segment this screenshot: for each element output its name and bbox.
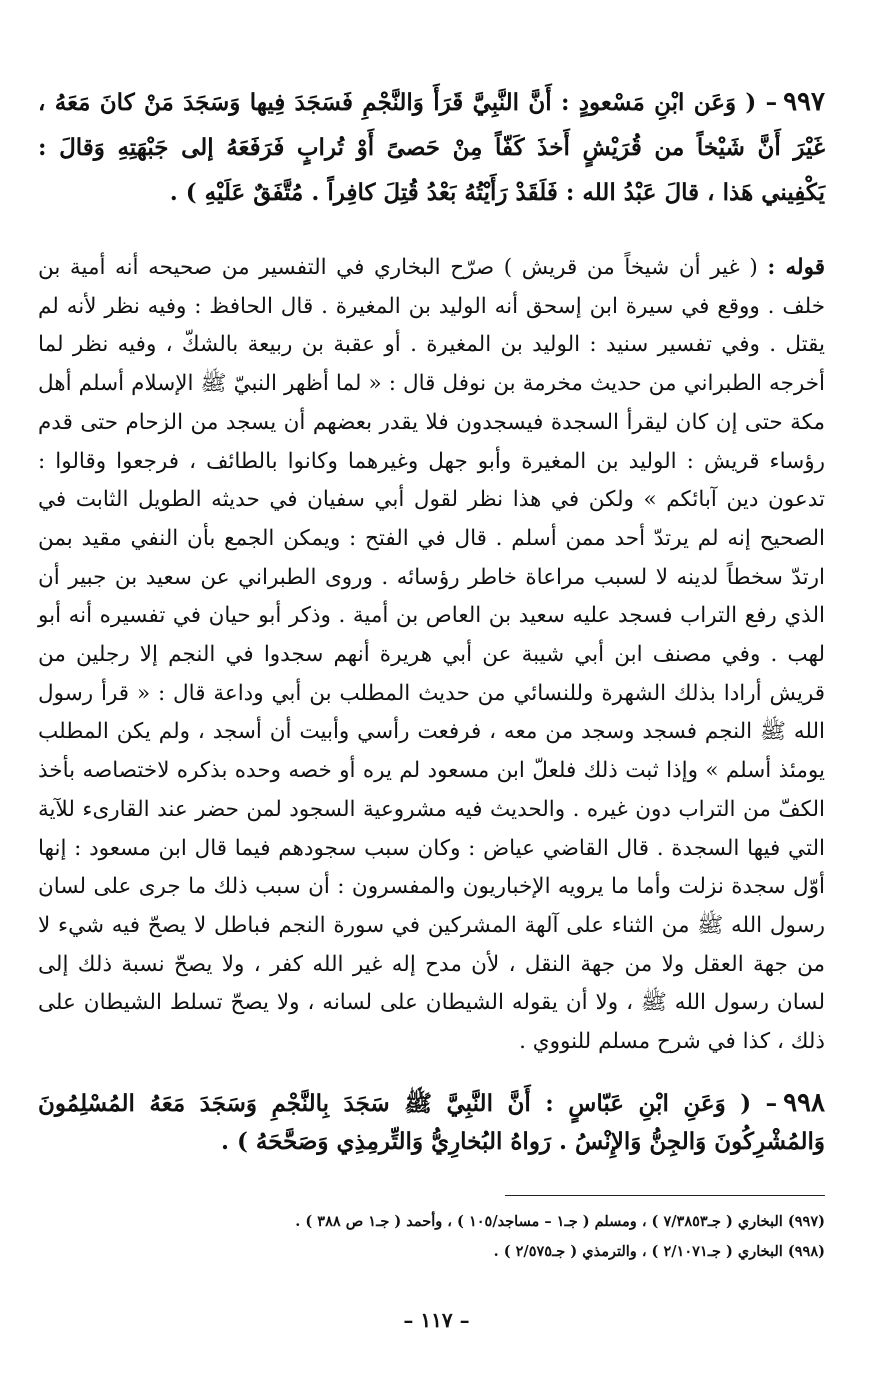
hadith-number: ٩٩٨ — [783, 1087, 825, 1118]
hadith-number: ٩٩٧ — [783, 87, 825, 117]
footnotes — [90, 1207, 825, 1267]
hadith-text: – ( وَعَنِ ابْنِ عَبّاسٍ : أَنَّ النَّبِيَّ ﷺ سَجَدَ بِالنَّجْمِ وَسَجَدَ مَعَهُ المُسْلِمُونَ وَالمُشْرِكُونَ وَالجِنُّ وَالإِنْسُ . رَواهُ البُخارِيُّ وَالتِّرمِذِي وَصَحَّحَهُ ) . — [38, 1089, 825, 1155]
commentary-text: ( غير أن شيخاً من قريش ) صرّح البخاري في التفسير من صحيحه أنه أمية بن خلف . ووقع في سيرة ابن إسحق أنه الوليد بن المغيرة . قال الحافظ : وفيه نظر لأنه لم يقتل . وفي تفسير سنيد : الوليد بن المغيرة . أو عقبة بن ربيعة بالشكّ ، وفيه نظر لما أخرجه الطبراني من حديث مخرمة بن نوفل قال : « لما أظهر النبيّ ﷺ الإسلام أسلم أهل مكة حتى إن كان ليقرأ السجدة فيسجدون فلا يقدر بعضهم أن يسجد من الزحام حتى قدم رؤساء قريش : الوليد بن المغيرة وأبو جهل وغيرهما وكانوا بالطائف ، فرجعوا وقالوا : تدعون دين آبائكم » ولكن في هذا نظر لقول أبي سفيان في حديثه الطويل الثابت في الصحيح إنه لم يرتدّ أحد ممن أسلم . قال في الفتح : ويمكن الجمع بأن النفي مقيد بمن ارتدّ سخطاً لدينه لا لسبب مراعاة خاطر رؤسائه . وروى الطبراني عن سعيد بن جبير أن الذي رفع التراب فسجد عليه سعيد بن العاص بن أمية . وذكر أبو حيان في تفسيره أنه أبو لهب . وفي مصنف ابن أبي شيبة عن أبي هريرة أنهم سجدوا في النجم إلا رجلين من قريش أرادا بذلك الشهرة وللنسائي من حديث المطلب بن أبي وداعة قال : « قرأ رسول الله ﷺ النجم فسجد وسجد من معه ، فرفعت رأسي وأبيت أن أسجد ، ولم يكن المطلب يومئذ أسلم » وإذا ثبت ذلك فلعلّ ابن مسعود لم يره أو خصه وحده بذكره لاختصاصه بأخذ الكفّ من التراب دون غيره . والحديث فيه مشروعية السجود لمن حضر عند القارىء للآية التي فيها السجدة . قال القاضي عياض : وكان سبب سجودهم فيما قال ابن مسعود : إنها أوّل سجدة نزلت وأما ما يرويه الإخباريون والمفسرون : أن سبب ذلك ما جرى على لسان رسول الله ﷺ من الثناء على آلهة المشركين في سورة النجم فباطل لا يصحّ فيه شيء لا من جهة العقل ولا من جهة النقل ، لأن مدح إله غير الله كفر ، ولا يصحّ نسبة ذلك إلى لسان رسول الله ﷺ ، ولا أن يقوله الشيطان على لسانه ، ولا يصحّ تسلط الشيطان على ذلك ، كذا في شرح مسلم للنووي . — [38, 255, 825, 1055]
hadith-text: – ( وَعَن ابْنِ مَسْعودٍ : أَنَّ النَّبِيَّ قَرَأَ وَالنَّجْمِ فَسَجَدَ فِيها وَسَجَدَ مَنْ كانَ مَعَهُ ، غَيْرَ أَنَّ شَيْخاً من قُرَيْشٍ أَخذَ كَفّاً مِنْ حَصىً أَوْ تُرابٍ فَرَفَعَهُ إلى جَبْهَتِهِ وَقالَ : يَكْفِيني هَذا ، قالَ عَبْدُ الله : فَلَقَدْ رَأَيْتُهُ بَعْدُ قُتِلَ كافِراً . مُتَّفَقٌ عَلَيْهِ ) . — [38, 89, 825, 206]
footnote-997: (٩٩٧) البخاري ( جـ٧/٣٨٥٣ ) ، ومسلم ( جـ١ – مساجد/١٠٥ ) ، وأحمد ( جـ١ ص ٣٨٨ ) . — [295, 1213, 825, 1230]
page-number: – ١١٧ – — [403, 1308, 470, 1332]
hadith-997 — [38, 80, 825, 215]
footnote-divider — [505, 1195, 825, 1196]
commentary-lead: قوله : — [767, 255, 825, 280]
commentary — [38, 249, 825, 1062]
footnote-998: (٩٩٨) البخاري ( جـ٢/١٠٧١ ) ، والترمذي ( جـ٢/٥٧٥ ) . — [493, 1243, 825, 1260]
page-body — [38, 80, 825, 1161]
hadith-998 — [38, 1084, 825, 1161]
